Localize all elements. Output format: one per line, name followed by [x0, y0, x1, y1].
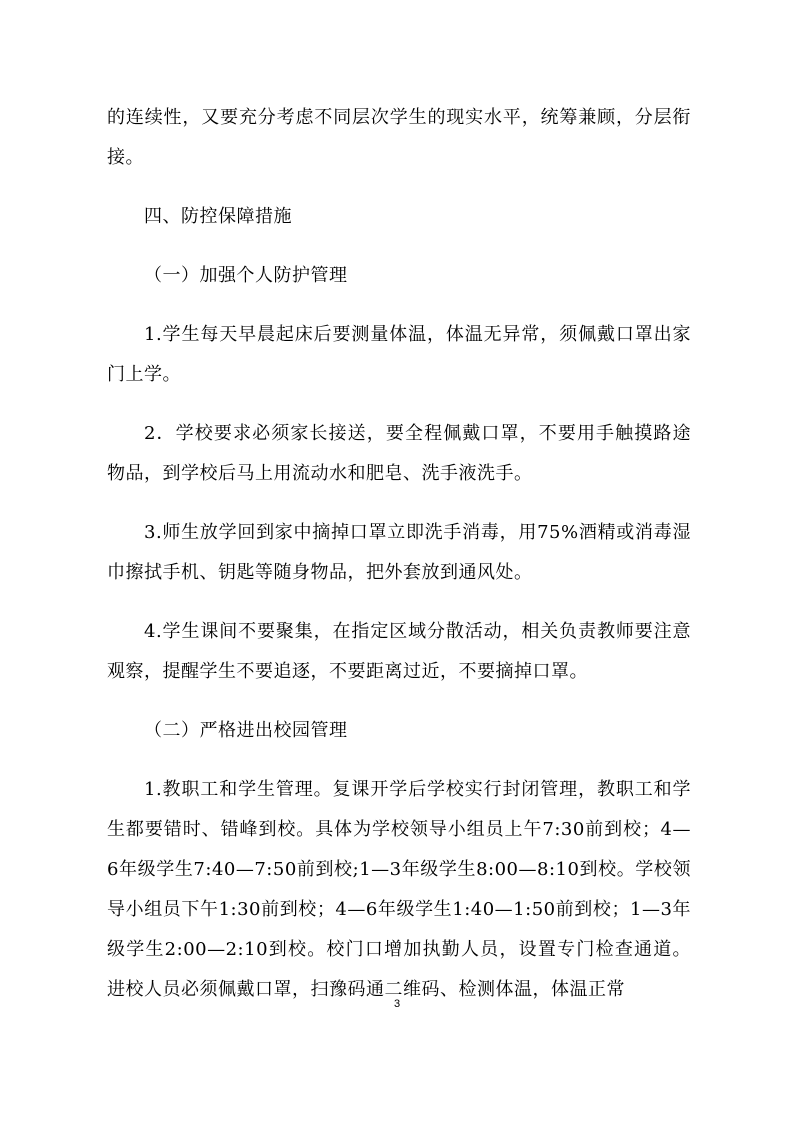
paragraph-item-1-3: 3.师生放学回到家中摘掉口罩立即洗手消毒，用75%酒精或消毒湿巾擦拭手机、钥匙等随身物品，把外套放到通风处。	[107, 522, 691, 583]
paragraph-item-1-4: 4.学生课间不要聚集，在指定区域分散活动，相关负责教师要注意观察，提醒学生不要追逐，不要距离过近，不要摘掉口罩。	[107, 621, 691, 682]
heading-subsection-campus-access: （二）严格进出校园管理	[144, 720, 348, 741]
document-body	[107, 98, 691, 1029]
heading-section-four: 四、防控保障措施	[144, 206, 292, 227]
paragraph-item-2-1: 1.教职工和学生管理。复课开学后学校实行封闭管理，教职工和学生都要错时、错峰到校。具体为学校领导小组员上午7:30前到校；4—6年级学生7:40—7:50前到校;1—3年级学生8:00—8:10到校。学校领导小组员下午1:30前到校；4—6年级学生1:40—1:50前到校；1—3年级学生2:00—2:10到校。校门口增加执勤人员，设置专门检查通道。进校人员必须佩戴口罩，扫豫码通二维码、检测体温，体温正常	[107, 779, 691, 1000]
paragraph-item-1-2: 2．学校要求必须家长接送，要全程佩戴口罩，不要用手触摸路途物品，到学校后马上用流动水和肥皂、洗手液洗手。	[107, 423, 691, 484]
heading-subsection-personal-protection: （一）加强个人防护管理	[144, 265, 348, 286]
page-number: 3	[393, 998, 401, 1010]
paragraph-continuation: 的连续性，又要充分考虑不同层次学生的现实水平，统筹兼顾，分层衔接。	[107, 107, 691, 168]
paragraph-item-1-1: 1.学生每天早晨起床后要测量体温，体温无异常，须佩戴口罩出家门上学。	[107, 324, 691, 385]
